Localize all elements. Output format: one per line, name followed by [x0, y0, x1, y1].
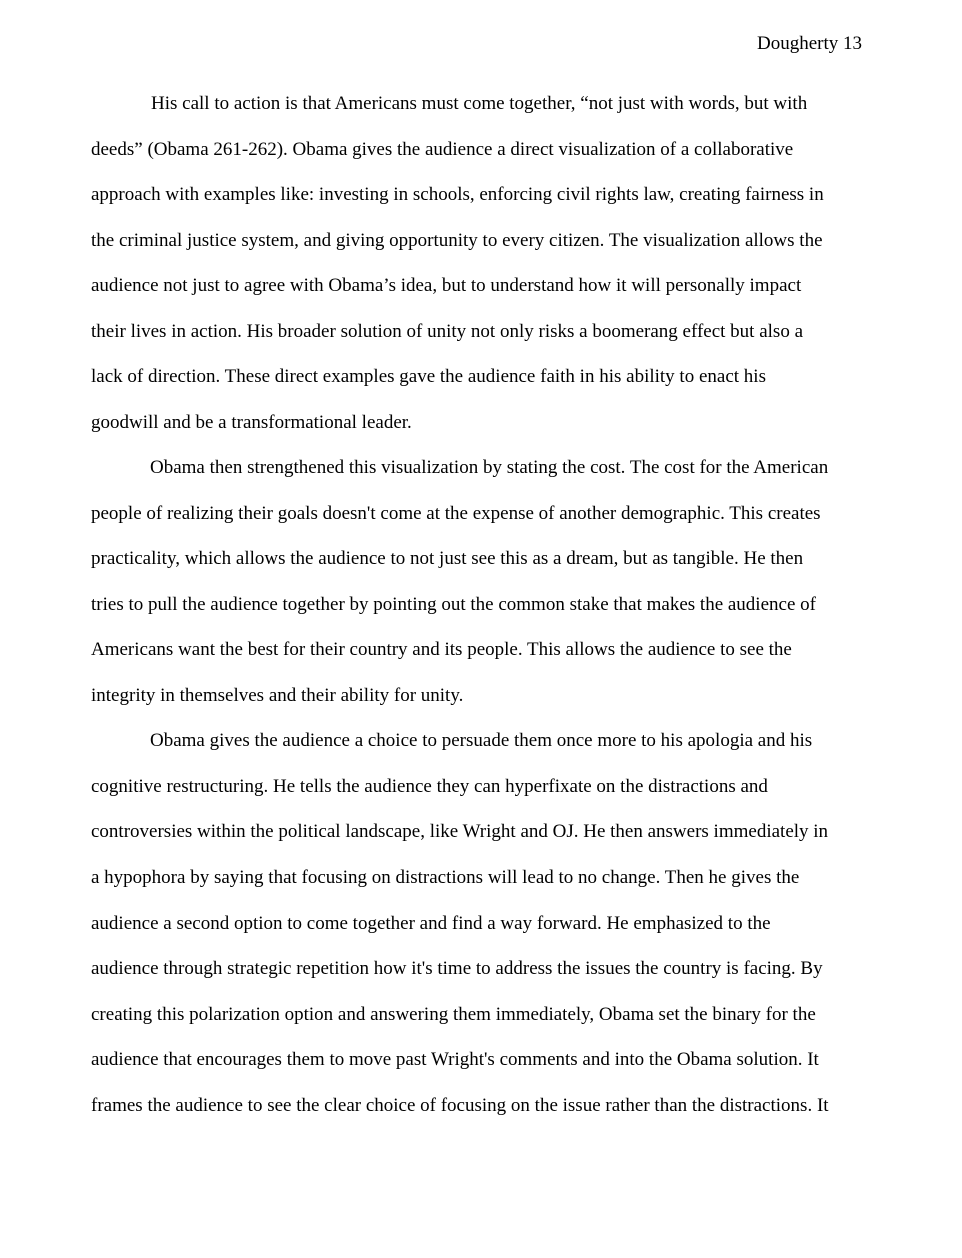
- text-line: tries to pull the audience together by pointing out the common stake that makes the audience of: [91, 594, 816, 615]
- text-line: audience a second option to come together and find a way forward. He emphasized to the: [91, 913, 771, 934]
- text-line: creating this polarization option and answering them immediately, Obama set the binary for the: [91, 1004, 816, 1025]
- text-line: goodwill and be a transformational leader.: [91, 412, 412, 433]
- text-line: controversies within the political landscape, like Wright and OJ. He then answers immediately in: [91, 821, 829, 842]
- text-line: practicality, which allows the audience to not just see this as a dream, but as tangible. He then: [91, 548, 804, 569]
- text-line: a hypophora by saying that focusing on distractions will lead to no change. Then he gives the: [91, 867, 800, 888]
- text-line: Obama gives the audience a choice to persuade them once more to his apologia and his: [150, 730, 813, 751]
- text-line: His call to action is that Americans must come together, “not just with words, but with: [151, 93, 808, 114]
- text-line: integrity in themselves and their ability for unity.: [91, 685, 464, 706]
- text-line: the criminal justice system, and giving opportunity to every citizen. The visualization allows the: [91, 230, 823, 251]
- text-line: approach with examples like: investing in schools, enforcing civil rights law, creating fairness in: [91, 184, 824, 205]
- text-line: frames the audience to see the clear choice of focusing on the issue rather than the distractions. It: [91, 1095, 829, 1116]
- text-line: people of realizing their goals doesn't come at the expense of another demographic. This creates: [91, 503, 821, 524]
- text-line: cognitive restructuring. He tells the audience they can hyperfixate on the distractions and: [91, 776, 768, 797]
- text-line: lack of direction. These direct examples gave the audience faith in his ability to enact his: [91, 366, 766, 387]
- text-line: audience that encourages them to move past Wright's comments and into the Obama solution. It: [91, 1049, 819, 1070]
- text-line: Americans want the best for their country and its people. This allows the audience to see the: [91, 639, 792, 660]
- text-line: deeds” (Obama 261-262). Obama gives the audience a direct visualization of a collaborative: [91, 139, 794, 160]
- text-line: audience through strategic repetition how it's time to address the issues the country is facing. By: [91, 958, 823, 979]
- text-line: audience not just to agree with Obama’s idea, but to understand how it will personally impact: [91, 275, 802, 296]
- text-line: Obama then strengthened this visualization by stating the cost. The cost for the American: [150, 457, 829, 478]
- text-line: their lives in action. His broader solution of unity not only risks a boomerang effect but also a: [91, 321, 803, 342]
- page-header-author-page-number: Dougherty 13: [756, 33, 862, 54]
